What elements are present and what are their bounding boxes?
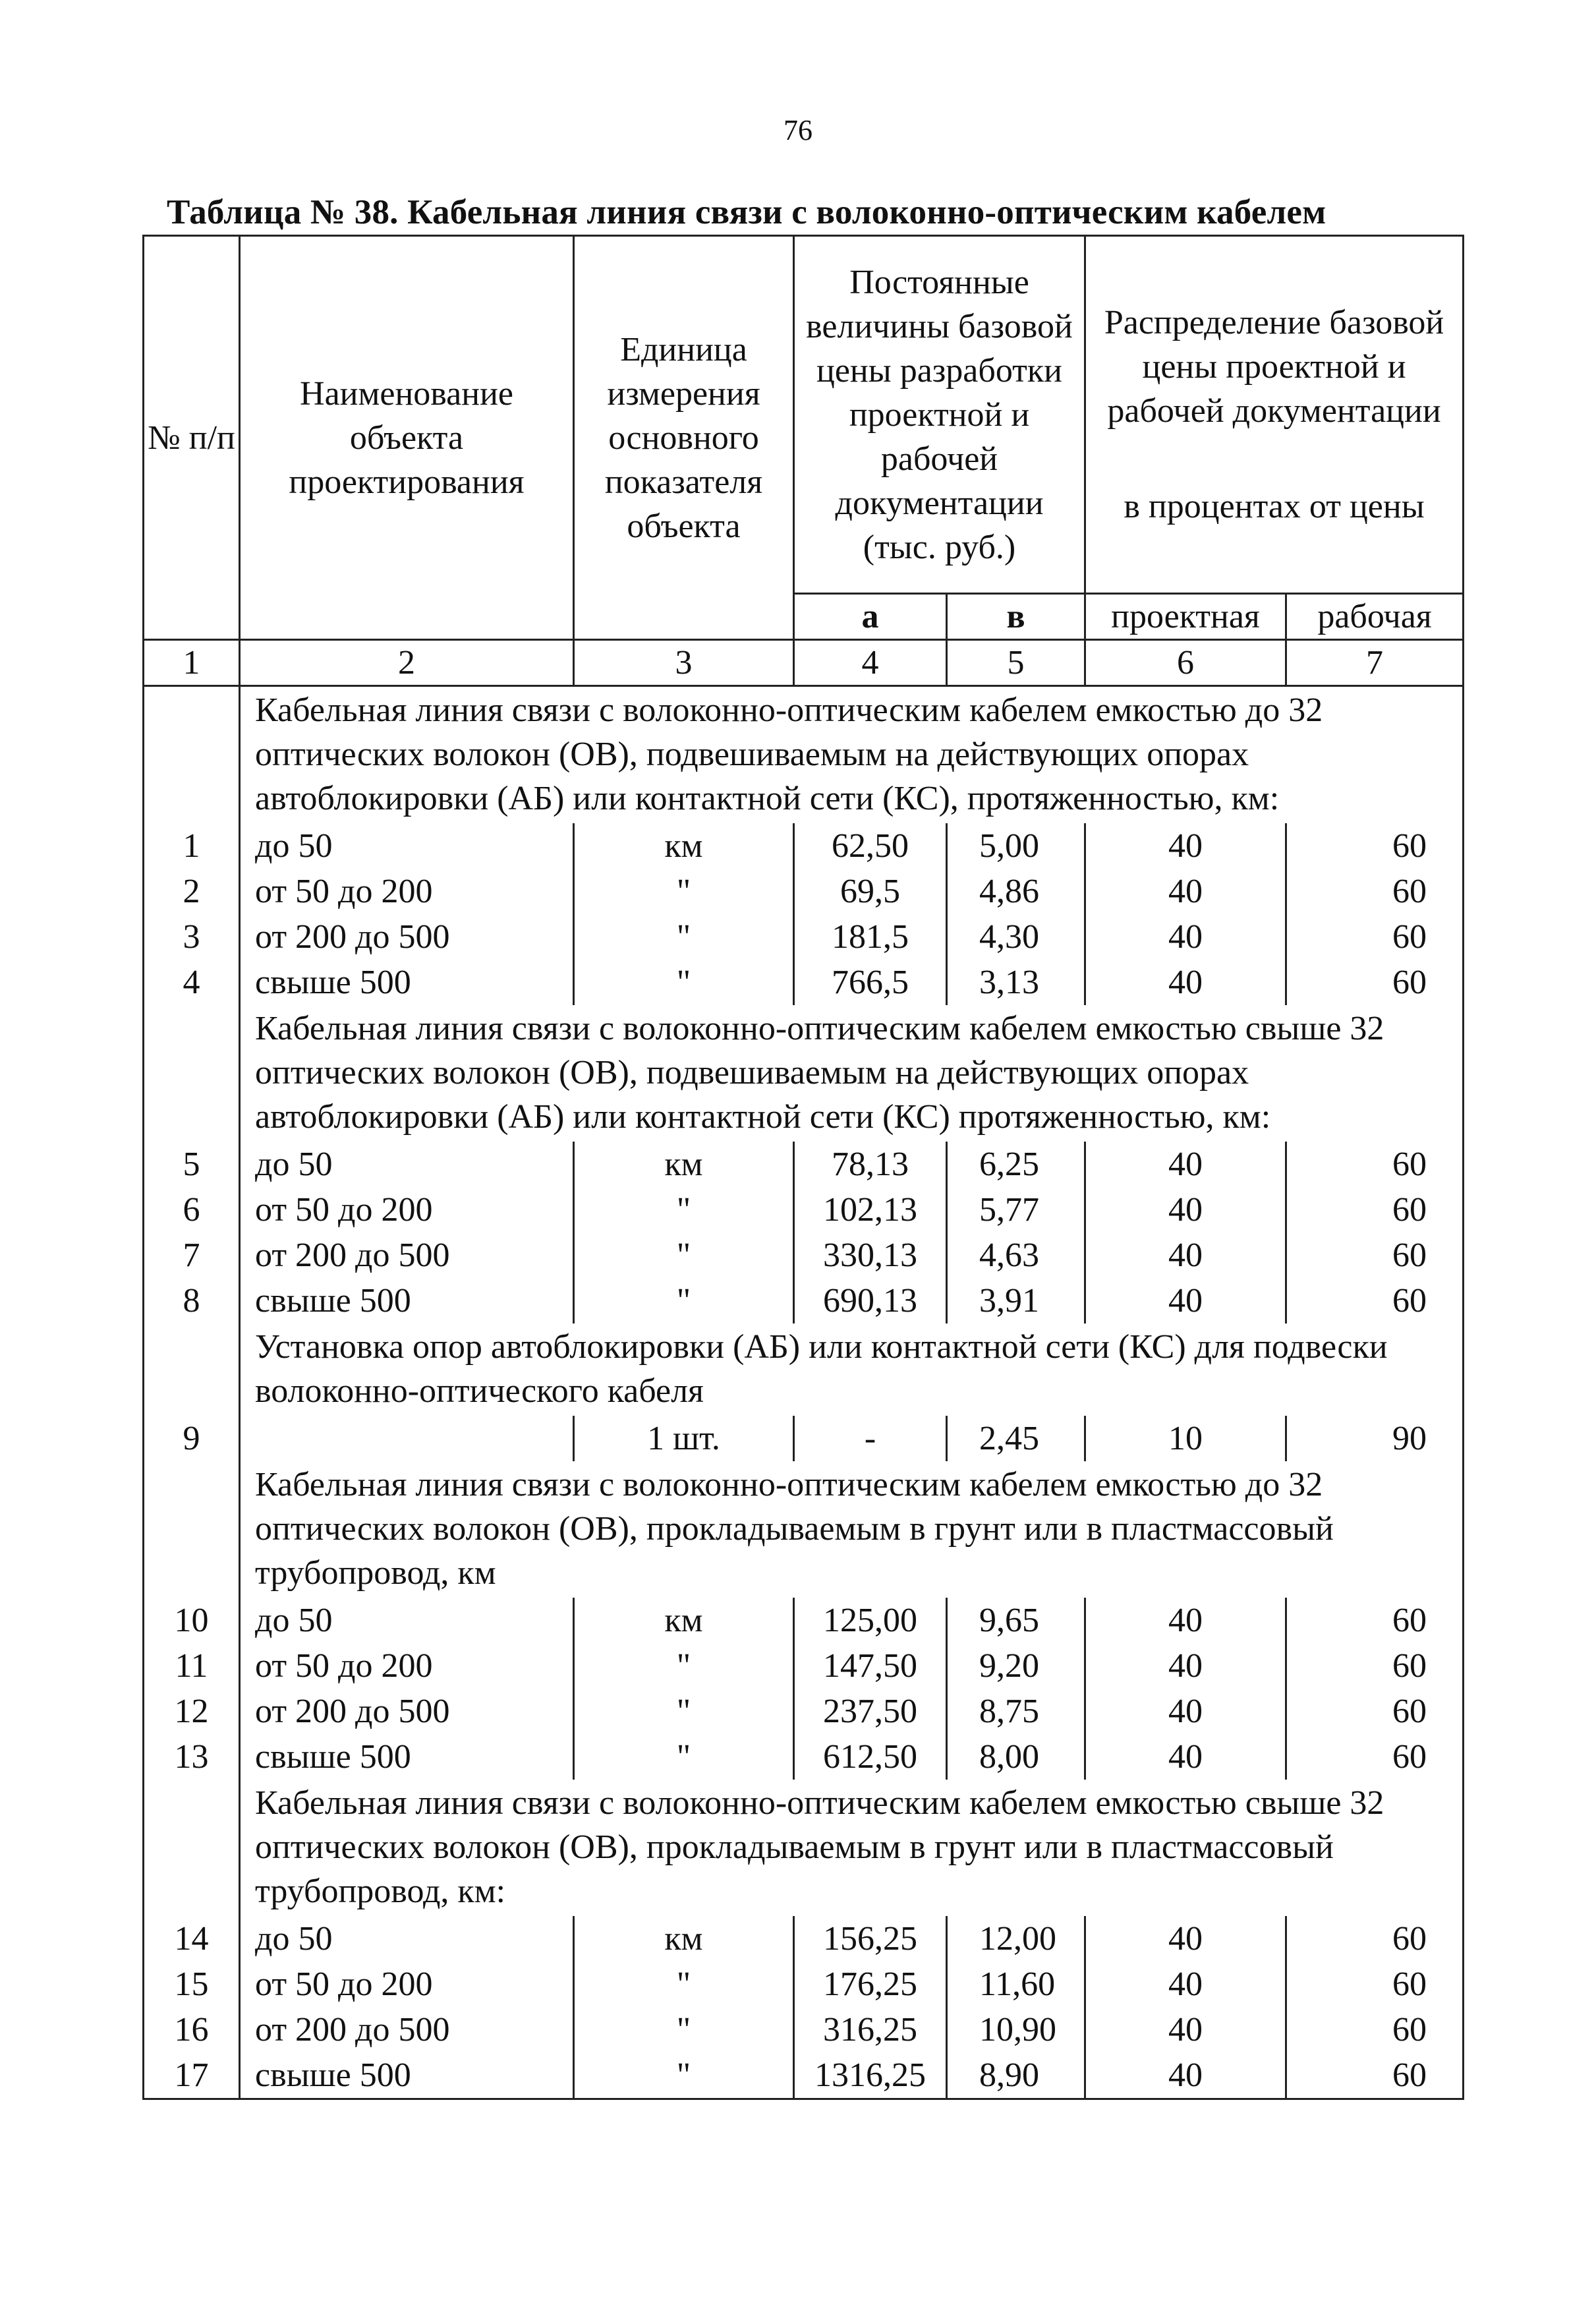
cell-p: 40 [1085,1734,1286,1780]
cell-b: 4,30 [947,914,1085,960]
cell-unit: " [574,1643,794,1689]
table-row [144,960,1464,1005]
section-num-cell [144,1005,240,1142]
cell-name: от 200 до 500 [240,1689,574,1734]
cell-a: 766,5 [794,960,947,1005]
cell-a: 1316,25 [794,2052,947,2099]
cell-name: до 50 [240,1916,574,1962]
section-title: Установка опор автоблокировки (АБ) или контактной сети (КС) для подвески волоконно-оптического кабеля [240,1323,1464,1416]
section-num-cell [144,1780,240,1916]
table-row [144,1689,1464,1734]
col-number-7: 7 [1286,640,1464,686]
cell-b: 9,20 [947,1643,1085,1689]
cell-num: 11 [144,1643,240,1689]
cell-name: свыше 500 [240,960,574,1005]
cell-b: 12,00 [947,1916,1085,1962]
cell-name: от 200 до 500 [240,1233,574,1278]
cell-b: 4,86 [947,869,1085,914]
cell-p: 40 [1085,1187,1286,1233]
cell-num: 17 [144,2052,240,2099]
cell-a: 156,25 [794,1916,947,1962]
cell-num: 2 [144,869,240,914]
cell-unit: " [574,2052,794,2099]
cell-r: 60 [1286,1278,1464,1323]
table-row [144,1962,1464,2007]
cell-num: 4 [144,960,240,1005]
cell-a: 316,25 [794,2007,947,2052]
cell-a: 690,13 [794,1278,947,1323]
section-header-row [144,1780,1464,1916]
cell-b: 5,00 [947,823,1085,869]
header-sub-work: рабочая [1286,594,1464,640]
cell-name: от 50 до 200 [240,1643,574,1689]
section-title: Кабельная линия связи с волоконно-оптическим кабелем емкостью свыше 32 оптических волокон (ОВ), прокладываемым в грунт или в пластмассовый трубопровод, км: [240,1780,1464,1916]
cell-p: 40 [1085,1598,1286,1643]
section-title: Кабельная линия связи с волоконно-оптическим кабелем емкостью до 32 оптических волокон (ОВ), прокладываемым в грунт или в пластмассовый трубопровод, км [240,1461,1464,1598]
section-num-cell [144,686,240,824]
cell-a: 62,50 [794,823,947,869]
cell-r: 90 [1286,1416,1464,1461]
cell-unit: " [574,1278,794,1323]
cell-p: 40 [1085,1233,1286,1278]
cell-a: 147,50 [794,1643,947,1689]
cell-num: 5 [144,1142,240,1187]
section-header-row [144,686,1464,824]
cell-r: 60 [1286,1734,1464,1780]
cell-name: от 50 до 200 [240,1187,574,1233]
cell-num: 15 [144,1962,240,2007]
cell-num: 3 [144,914,240,960]
price-table [142,235,1464,2100]
cell-num: 12 [144,1689,240,1734]
cell-unit: км [574,1142,794,1187]
cell-p: 40 [1085,2052,1286,2099]
cell-a: 102,13 [794,1187,947,1233]
section-title: Кабельная линия связи с волоконно-оптическим кабелем емкостью до 32 оптических волокон (ОВ), подвешиваемым на действующих опорах автоблокировки (АБ) или контактной сети (КС), протяженностью, км: [240,686,1464,824]
cell-b: 9,65 [947,1598,1085,1643]
section-num-cell [144,1461,240,1598]
cell-p: 40 [1085,1689,1286,1734]
cell-name: до 50 [240,1142,574,1187]
cell-name: от 50 до 200 [240,869,574,914]
table-caption: Таблица № 38. Кабельная линия связи с волоконно-оптическим кабелем [167,193,1326,231]
cell-unit: " [574,1233,794,1278]
cell-r: 60 [1286,1187,1464,1233]
cell-name: до 50 [240,1598,574,1643]
header-dist-top: Распределение базовой цены проектной и рабочей документации [1104,304,1444,430]
table-row [144,1142,1464,1187]
cell-unit: " [574,1689,794,1734]
cell-r: 60 [1286,1689,1464,1734]
cell-num: 10 [144,1598,240,1643]
cell-r: 60 [1286,1142,1464,1187]
cell-p: 40 [1085,1278,1286,1323]
header-sub-b: в [947,594,1085,640]
table-row [144,823,1464,869]
cell-a: 237,50 [794,1689,947,1734]
cell-unit: " [574,960,794,1005]
cell-name: от 200 до 500 [240,914,574,960]
cell-unit: " [574,869,794,914]
cell-b: 8,90 [947,2052,1085,2099]
cell-name: свыше 500 [240,1278,574,1323]
cell-name: свыше 500 [240,2052,574,2099]
col-number-6: 6 [1085,640,1286,686]
header-dist-bottom: в процентах от цены [1124,488,1425,525]
table-row [144,1416,1464,1461]
cell-p: 40 [1085,1916,1286,1962]
cell-a: 78,13 [794,1142,947,1187]
cell-b: 8,75 [947,1689,1085,1734]
cell-b: 8,00 [947,1734,1085,1780]
cell-p: 40 [1085,1643,1286,1689]
table-row [144,2007,1464,2052]
cell-b: 11,60 [947,1962,1085,2007]
cell-r: 60 [1286,869,1464,914]
cell-unit: км [574,1916,794,1962]
cell-b: 3,13 [947,960,1085,1005]
cell-num: 8 [144,1278,240,1323]
table-row [144,914,1464,960]
cell-r: 60 [1286,823,1464,869]
table-row [144,1734,1464,1780]
section-header-row [144,1005,1464,1142]
header-distribution [1085,236,1464,594]
cell-a: 181,5 [794,914,947,960]
cell-a: 176,25 [794,1962,947,2007]
cell-a: 612,50 [794,1734,947,1780]
table-row [144,1643,1464,1689]
cell-num: 16 [144,2007,240,2052]
header-unit: Единица измерения основного показателя объекта [574,236,794,640]
header-num: № п/п [144,236,240,640]
table-body [144,686,1464,2099]
cell-unit: км [574,823,794,869]
cell-name: до 50 [240,823,574,869]
cell-num: 1 [144,823,240,869]
section-header-row [144,1461,1464,1598]
cell-a: 330,13 [794,1233,947,1278]
table-row [144,1916,1464,1962]
col-number-1: 1 [144,640,240,686]
cell-a: 125,00 [794,1598,947,1643]
section-header-row [144,1323,1464,1416]
cell-unit: 1 шт. [574,1416,794,1461]
cell-unit: км [574,1598,794,1643]
cell-r: 60 [1286,914,1464,960]
cell-b: 6,25 [947,1142,1085,1187]
cell-unit: " [574,1962,794,2007]
cell-p: 10 [1085,1416,1286,1461]
cell-b: 4,63 [947,1233,1085,1278]
cell-p: 40 [1085,1142,1286,1187]
section-num-cell [144,1323,240,1416]
cell-unit: " [574,1187,794,1233]
table-row [144,2052,1464,2099]
cell-name [240,1416,574,1461]
cell-p: 40 [1085,869,1286,914]
cell-r: 60 [1286,2007,1464,2052]
table-row [144,1278,1464,1323]
cell-r: 60 [1286,1916,1464,1962]
cell-p: 40 [1085,914,1286,960]
cell-num: 9 [144,1416,240,1461]
cell-name: свыше 500 [240,1734,574,1780]
col-number-2: 2 [240,640,574,686]
col-number-4: 4 [794,640,947,686]
cell-p: 40 [1085,2007,1286,2052]
cell-num: 6 [144,1187,240,1233]
cell-p: 40 [1085,823,1286,869]
cell-num: 14 [144,1916,240,1962]
cell-r: 60 [1286,1962,1464,2007]
table-row [144,1187,1464,1233]
cell-unit: " [574,2007,794,2052]
header-sub-a: а [794,594,947,640]
cell-r: 60 [1286,960,1464,1005]
header-name: Наименование объекта проектирования [240,236,574,640]
header-sub-proj: проектная [1085,594,1286,640]
table-row [144,1598,1464,1643]
header-const: Постоянные величины базовой цены разработки проектной и рабочей документации (тыс. руб.) [794,236,1085,594]
cell-a: 69,5 [794,869,947,914]
cell-name: от 200 до 500 [240,2007,574,2052]
cell-name: от 50 до 200 [240,1962,574,2007]
cell-r: 60 [1286,1598,1464,1643]
cell-p: 40 [1085,960,1286,1005]
section-title: Кабельная линия связи с волоконно-оптическим кабелем емкостью свыше 32 оптических волокон (ОВ), подвешиваемым на действующих опорах автоблокировки (АБ) или контактной сети (КС) протяженностью, км: [240,1005,1464,1142]
cell-num: 13 [144,1734,240,1780]
cell-num: 7 [144,1233,240,1278]
cell-unit: " [574,914,794,960]
cell-a: - [794,1416,947,1461]
table-row [144,869,1464,914]
cell-p: 40 [1085,1962,1286,2007]
col-number-5: 5 [947,640,1085,686]
page-number: 76 [784,114,812,146]
cell-b: 2,45 [947,1416,1085,1461]
cell-b: 3,91 [947,1278,1085,1323]
col-number-3: 3 [574,640,794,686]
table-row [144,1233,1464,1278]
cell-b: 10,90 [947,2007,1085,2052]
cell-r: 60 [1286,1233,1464,1278]
cell-r: 60 [1286,2052,1464,2099]
cell-unit: " [574,1734,794,1780]
cell-b: 5,77 [947,1187,1085,1233]
cell-r: 60 [1286,1643,1464,1689]
